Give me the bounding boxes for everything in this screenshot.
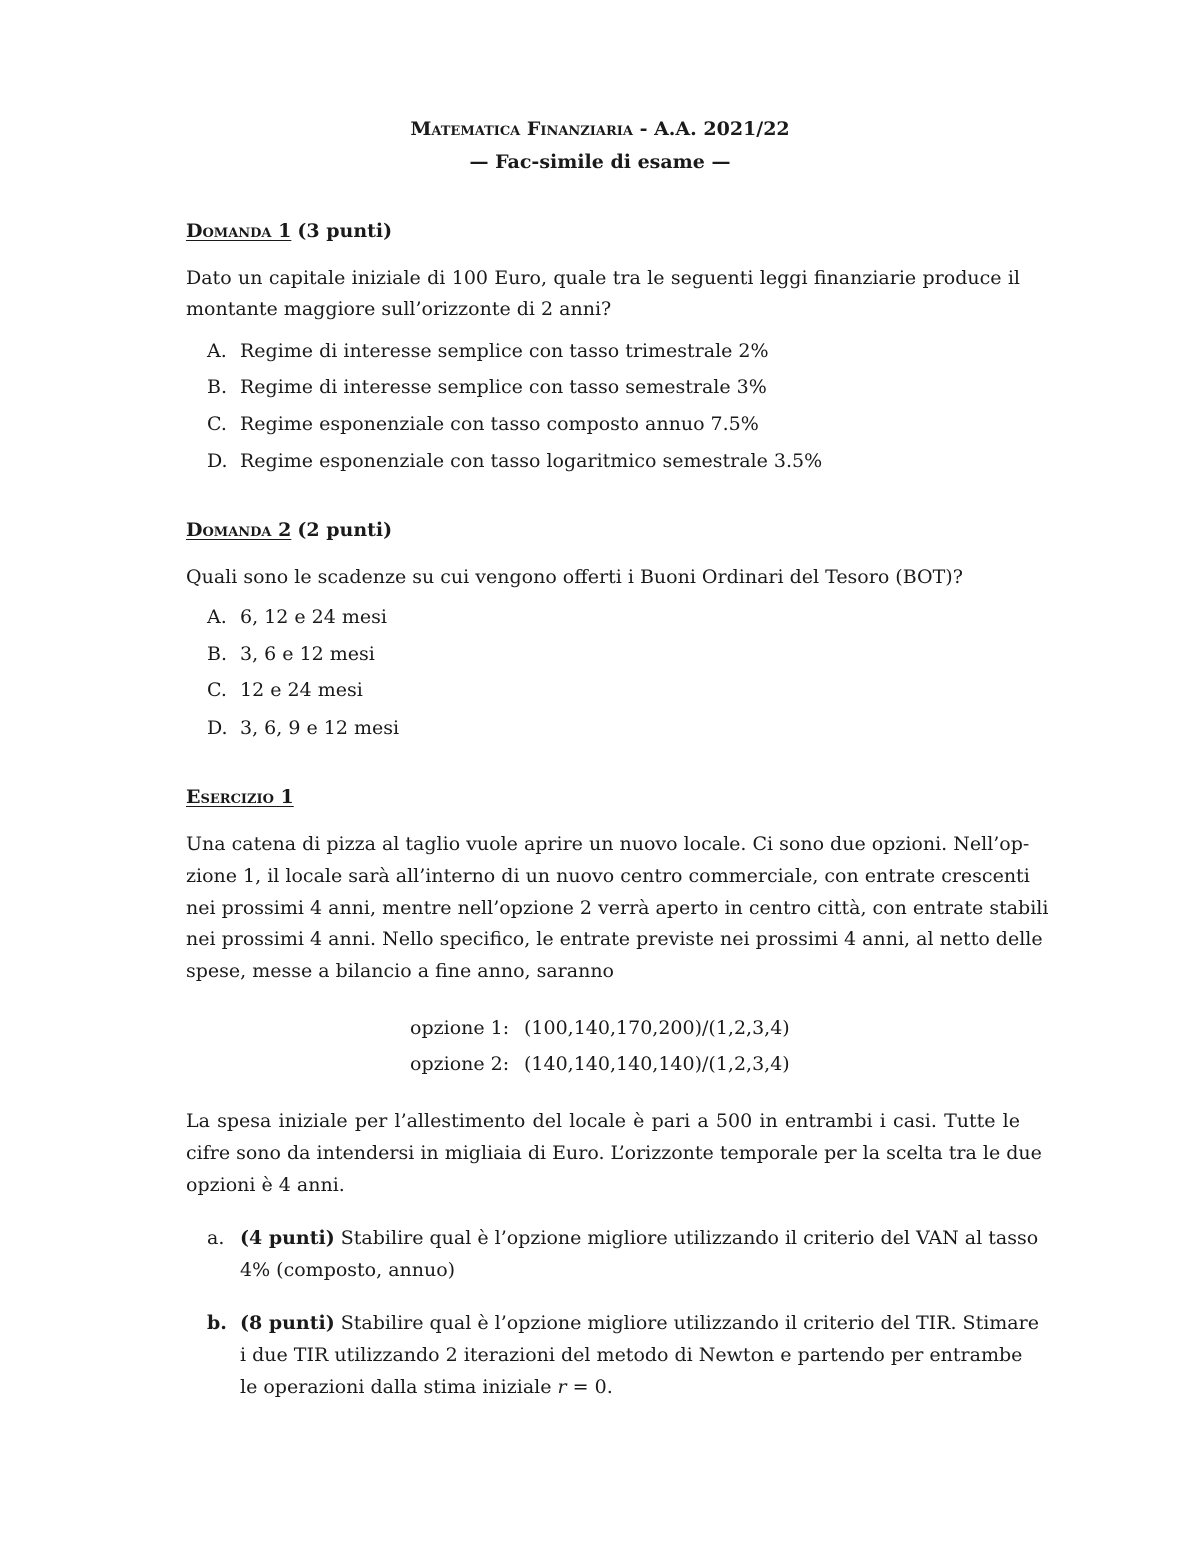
domanda1-option bbox=[207, 415, 759, 434]
esercizio1-middle-line: La spesa iniziale per l’allestimento del locale è pari a 500 in entrambi i casi. Tutte le bbox=[186, 1110, 1020, 1132]
domanda1-heading bbox=[186, 222, 392, 241]
option-text: Regime esponenziale con tasso composto annuo 7.5% bbox=[240, 413, 759, 435]
domanda1-question-line2: montante maggiore sull’orizzonte di 2 anni? bbox=[186, 298, 612, 320]
task-points: (4 punti) bbox=[240, 1227, 335, 1249]
esercizio1-intro-line: zione 1, il locale sarà all’interno di un nuovo centro commerciale, con entrate crescenti bbox=[186, 865, 1030, 887]
option-text: 3, 6, 9 e 12 mesi bbox=[240, 717, 400, 739]
task-b bbox=[207, 1314, 1039, 1333]
task-b-line2: i due TIR utilizzando 2 iterazioni del metodo di Newton e partendo per entrambe bbox=[240, 1344, 1023, 1366]
esercizio1-intro-line: Una catena di pizza al taglio vuole aprire un nuovo locale. Ci sono due opzioni. Nell’op- bbox=[186, 833, 1030, 855]
task-a bbox=[207, 1227, 1039, 1249]
task-b-line3-prefix: le operazioni dalla stima iniziale bbox=[240, 1376, 552, 1398]
task-label: a. bbox=[207, 1227, 225, 1249]
task-b-line3 bbox=[240, 1378, 613, 1397]
esercizio1-middle-line: cifre sono da intendersi in migliaia di Euro. L’orizzonte temporale per la scelta tra le due bbox=[186, 1142, 1042, 1164]
option-text: 3, 6 e 12 mesi bbox=[240, 643, 375, 665]
option-label: A. bbox=[207, 606, 227, 628]
option-label: D. bbox=[207, 450, 228, 472]
task-label: b. bbox=[207, 1312, 227, 1334]
document-title bbox=[0, 120, 1200, 139]
domanda1-title: Domanda 1 bbox=[186, 220, 292, 242]
task-text: Stabilire qual è l’opzione migliore utilizzando il criterio del TIR. Stimare bbox=[340, 1312, 1039, 1334]
domanda2-option bbox=[207, 681, 363, 700]
esercizio1-title: Esercizio 1 bbox=[186, 786, 294, 808]
task-b-line3-suffix: = 0. bbox=[572, 1376, 613, 1398]
esercizio1-middle-line: opzioni è 4 anni. bbox=[186, 1174, 345, 1196]
domanda2-heading bbox=[186, 521, 392, 540]
option-label: C. bbox=[207, 413, 227, 435]
esercizio1-intro-line: spese, messe a bilancio a fine anno, saranno bbox=[186, 960, 615, 982]
domanda2-option bbox=[207, 645, 375, 664]
domanda2-option bbox=[207, 719, 399, 738]
course-name: Matematica Finanziaria bbox=[410, 118, 633, 140]
domanda1-option bbox=[207, 342, 769, 361]
task-a-line2: 4% (composto, annuo) bbox=[240, 1259, 456, 1281]
option1-cashflows: (100,140,170,200)/(1,2,3,4) bbox=[524, 1017, 790, 1039]
document-subtitle: — Fac-simile di esame — bbox=[469, 151, 731, 173]
esercizio1-intro-line: nei prossimi 4 anni. Nello specifico, le entrate previste nei prossimi 4 anni, al netto delle bbox=[186, 928, 1043, 950]
option2-cashflows: (140,140,140,140)/(1,2,3,4) bbox=[524, 1053, 790, 1075]
domanda1-points: (3 punti) bbox=[297, 220, 393, 242]
option-text: 6, 12 e 24 mesi bbox=[240, 606, 387, 628]
option-text: Regime esponenziale con tasso logaritmico semestrale 3.5% bbox=[240, 450, 823, 472]
domanda2-question: Quali sono le scadenze su cui vengono offerti i Buoni Ordinari del Tesoro (BOT)? bbox=[186, 566, 963, 588]
variable-r: r bbox=[557, 1376, 567, 1398]
domanda1-option bbox=[207, 452, 822, 471]
option-text: 12 e 24 mesi bbox=[240, 679, 363, 701]
option-label: A. bbox=[207, 340, 227, 362]
esercizio1-intro-line: nei prossimi 4 anni, mentre nell’opzione 2 verrà aperto in centro città, con entrate stabili bbox=[186, 897, 1049, 919]
option1-label: opzione 1: bbox=[410, 1017, 510, 1039]
domanda2-points: (2 punti) bbox=[297, 519, 393, 541]
task-points: (8 punti) bbox=[240, 1312, 335, 1334]
task-text: Stabilire qual è l’opzione migliore utilizzando il criterio del VAN al tasso bbox=[340, 1227, 1039, 1249]
option-label: D. bbox=[207, 717, 228, 739]
domanda2-option bbox=[207, 608, 387, 627]
option-text: Regime di interesse semplice con tasso semestrale 3% bbox=[240, 376, 767, 398]
option-label: B. bbox=[207, 643, 228, 665]
domanda1-option bbox=[207, 378, 767, 397]
domanda1-question-line1: Dato un capitale iniziale di 100 Euro, quale tra le seguenti leggi finanziarie produce il bbox=[186, 267, 1020, 289]
option-text: Regime di interesse semplice con tasso trimestrale 2% bbox=[240, 340, 769, 362]
option-label: B. bbox=[207, 376, 228, 398]
domanda2-title: Domanda 2 bbox=[186, 519, 292, 541]
option2-label: opzione 2: bbox=[410, 1053, 510, 1075]
option-label: C. bbox=[207, 679, 227, 701]
academic-year: - A.A. 2021/22 bbox=[639, 118, 790, 140]
esercizio1-heading bbox=[186, 788, 294, 807]
